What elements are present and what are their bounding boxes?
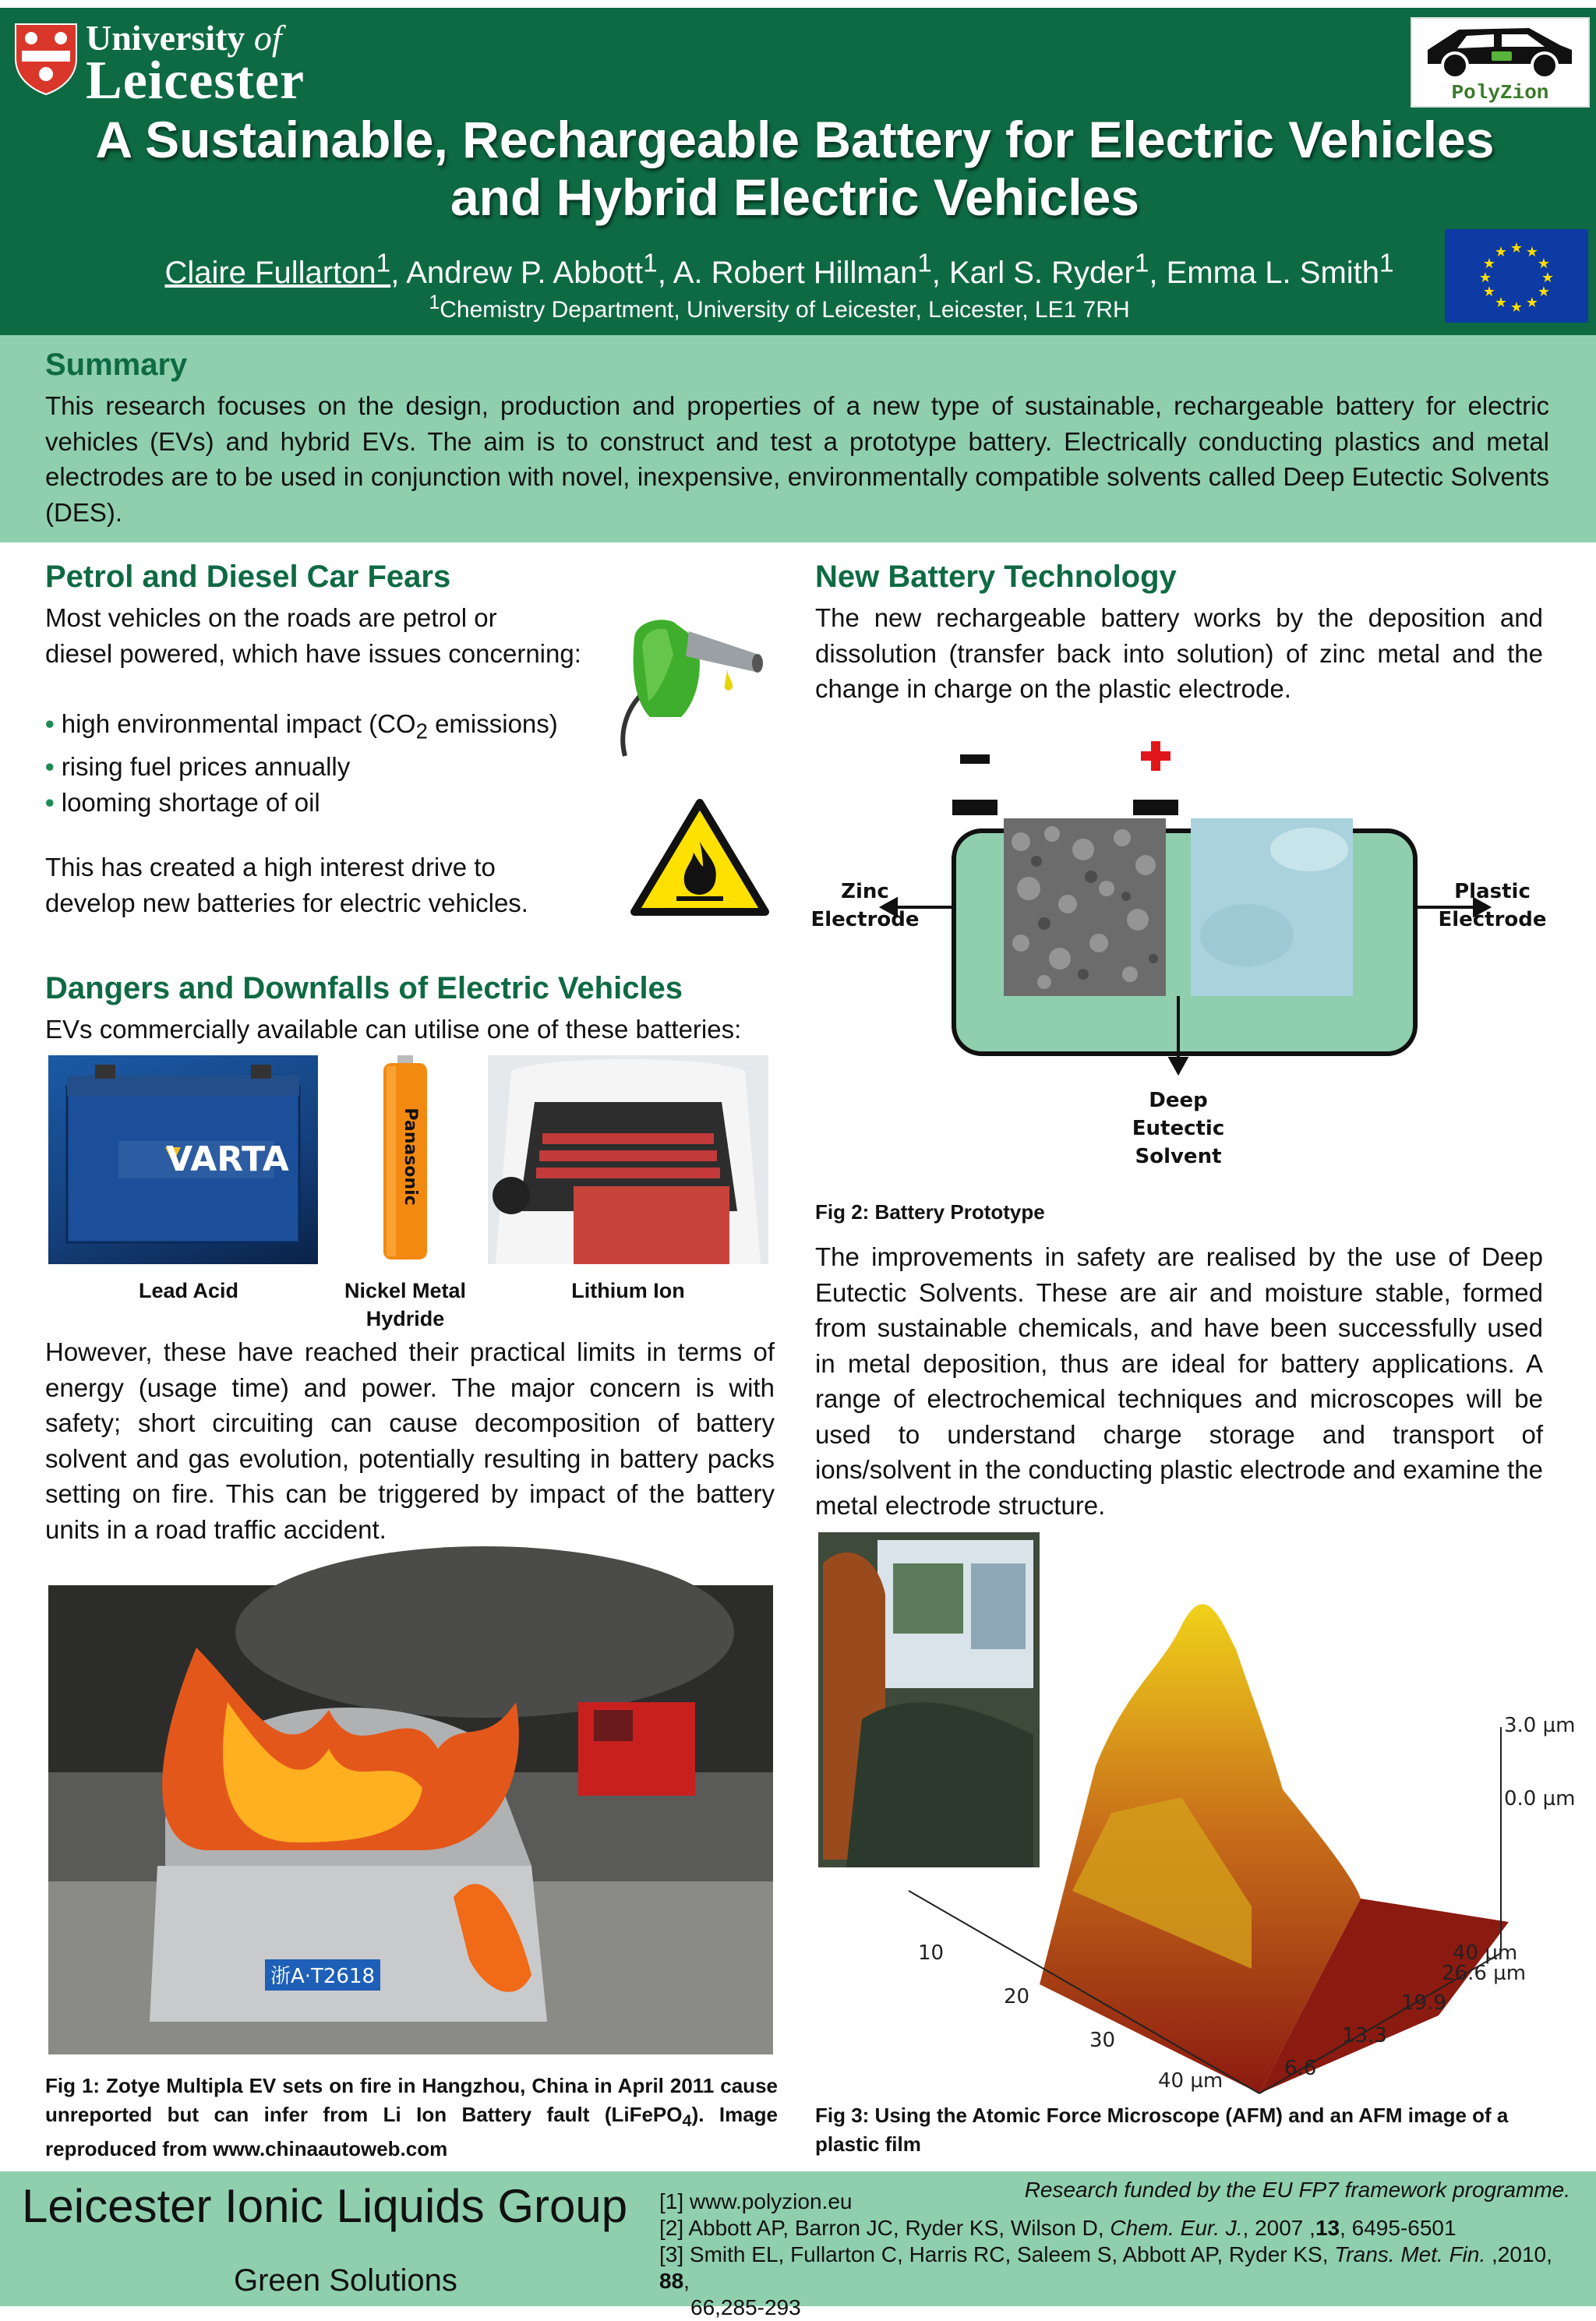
affiliation: $^1$Chemistry Department, University of Leicester, Leicester, LE1 7RH [429,291,1130,323]
panasonic-brand: Panasonic [401,1108,420,1206]
petrol-issue-list [45,706,622,820]
label-eutectic: Eutectic [1132,1117,1225,1140]
afm-figure [815,1532,1576,2093]
svg-text:★: ★ [1478,270,1492,286]
flammable-warning-icon [631,798,768,917]
svg-text:★: ★ [1541,270,1555,286]
label-plastic: Plastic [1454,880,1531,903]
dangers-intro: EVs commercially available can utilise one of these batteries: [45,1015,742,1044]
caption-lead-acid: Lead Acid [138,1279,239,1302]
label-zinc-electrode: Electrode [810,908,920,931]
afm-y-label: 6.6 [1284,2057,1317,2080]
author: A. Robert Hillman$^1$ [673,249,932,291]
svg-text:★: ★ [1482,256,1496,272]
afm-y-label: 13.3 [1342,2024,1387,2047]
svg-text:★: ★ [1494,244,1508,260]
summary-text: This research focuses on the design, production and properties of a new type of sustainable, rechargeable battery for electric vehicles (EVs) and hybrid EVs. The aim is to construct and test a prototype battery. Electrically conducting plastics and metal electrodes are to be used in conjunction with novel, inexpensive, environmentally compatible solvents called Deep Eutectic Solvents (DES). [45,391,1549,527]
label-plastic-electrode: Electrode [1438,908,1547,931]
fig2-caption: Fig 2: Battery Prototype [815,1200,1045,1224]
dangers-heading: Dangers and Downfalls of Electric Vehicles [45,971,683,1005]
group-tagline: Green Solutions [234,2263,457,2298]
label-deep: Deep [1149,1089,1208,1112]
improvements-text: The improvements in safety are realised by the use of Deep Eutectic Solvents. These are air and moisture stable, formed from sustainable chemicals, and have been successfully used in metal deposition, thus are ideal for battery applications. A range of electrochemical techniques and microscopes will be used to understand charge storage and transport of ions/solvent in the conducting plastic electrode and examine the metal electrode structure. [815,1242,1543,1520]
caption-nimh: Nickel Metal Hydride [344,1279,467,1330]
reference-item: [1] www.polyzion.eu [659,2189,853,2213]
plus-sign-icon [1141,741,1171,771]
author: Andrew P. Abbott$^1$ [406,249,658,291]
positive-terminal [1133,800,1178,815]
solvent-arrow-icon [1171,1058,1186,1072]
afm-y-label: 26.6 µm [1442,1962,1527,1985]
svg-text:★: ★ [1482,284,1496,300]
svg-text:★: ★ [1525,244,1539,260]
author-presenting: Claire Fullarton$^1$ [164,249,391,291]
university-logo [14,17,326,111]
minus-sign-icon [960,754,990,764]
reference-item: [3] Smith EL, Fullarton C, Harris RC, Saleem S, Abbott AP, Ryder KS, Trans. Met. Fin. ,2010, 88, 66,285-293 [659,2242,1552,2319]
author-list: Claire Fullarton$^1$, Andrew P. Abbott$^1$, A. Robert Hillman$^1$, Karl S. Ryder$^1$, Emma L. Smith$^1$ [164,249,1394,291]
petrol-heading: Petrol and Diesel Car Fears [45,560,451,594]
funding-note: Research funded by the EU FP7 framework programme. [1024,2178,1570,2202]
label-zinc: Zinc [841,880,889,903]
caption-lithium-ion: Lithium Ion [571,1279,685,1302]
battery-prototype-diagram [810,733,1559,1185]
petrol-conclusion: This has created a high interest drive to develop new batteries for electric vehicles. [45,853,528,917]
summary-heading: Summary [45,348,188,382]
reference-item: [2] Abbott AP, Barron JC, Ryder KS, Wilson D, Chem. Eur. J., 2007 ,13, 6495-6501 [659,2216,1457,2240]
car-icon [1412,19,1585,81]
burning-car-image [48,1585,773,2054]
list-item: • high environmental impact ($CO_2$ emissions) [45,709,558,744]
petrol-intro: Most vehicles on the roads are petrol or diesel powered, which have issues concerning: [45,603,581,668]
shield-icon [14,21,78,96]
dangers-body: However, these have reached their practical limits in terms of energy (usage time) and power. The major concern is with safety; short circuiting can cause decomposition of battery solvent and gas evolution, potentially resulting in battery packs setting on fire. This can be triggered by impact of the battery units in a road traffic accident. [45,1337,775,1544]
afm-y-label: 40 µm [1453,1941,1518,1965]
varta-brand: VARTA [166,1139,289,1179]
new-battery-text: The new rechargeable battery works by the deposition and dissolution (transfer back into solution) of zinc metal and the change in charge on the plastic electrode. [815,603,1543,703]
author: Karl S. Ryder$^1$ [948,249,1149,291]
nimh-battery-image [379,1055,432,1264]
fig3-caption: Fig 3: Using the Atomic Force Microscope (AFM) and an AFM image of a plastic film [815,2104,1509,2156]
afm-y-label: 19.9 [1401,1991,1446,2015]
university-name-small: University of [86,18,282,58]
reference-list [659,2189,1579,2321]
polyzion-logo-text: PolyZion [1451,81,1549,104]
license-plate: 浙A·T2618 [270,1965,376,1988]
svg-text:★: ★ [1509,299,1524,316]
afm-photo [818,1532,1040,1867]
list-item: • looming shortage of oil [45,787,320,817]
plastic-electrode-image [1191,818,1353,996]
zinc-electrode-image [1004,818,1166,996]
afm-x-label: 30 [1089,2029,1116,2052]
fuel-nozzle-icon [611,608,775,764]
eu-flag-icon [1445,229,1588,323]
title-line-1: A Sustainable, Rechargeable Battery for Electric Vehicles [95,111,1495,168]
lithium-ion-pack-image [488,1055,768,1264]
negative-terminal [952,800,998,815]
svg-text:★: ★ [1537,256,1551,272]
author: Emma L. Smith$^1$ [1166,249,1394,291]
list-item: • rising fuel prices annually [45,752,351,782]
svg-text:★: ★ [1509,240,1524,256]
label-solvent: Solvent [1135,1145,1222,1168]
afm-x-label: 40 µm [1158,2069,1223,2093]
title-line-2: and Hybrid Electric Vehicles [450,168,1140,226]
afm-z-mid-label: 0.0 µm [1504,1787,1576,1811]
group-name: Leicester Ionic Liquids Group [22,2180,628,2232]
fig1-caption: Fig 1: Zotye Multipla EV sets on fire in Hangzhou, China in April 2011 cause unreported but can infer from Li Ion Battery fault (LiFePO$_4$). Image reproduced from www.chinaautoweb.com [45,2074,778,2161]
new-battery-heading: New Battery Technology [815,560,1177,594]
university-name-big: Leicester [86,51,305,111]
polyzion-logo [1411,17,1590,108]
svg-text:★: ★ [1494,295,1508,311]
lead-acid-battery-image [48,1055,318,1264]
afm-z-top-label: 3.0 µm [1504,1714,1576,1737]
afm-x-label: 20 [1004,1985,1030,2008]
svg-text:★: ★ [1537,284,1551,300]
afm-x-label: 10 [918,1941,945,1965]
svg-text:★: ★ [1525,295,1539,311]
poster-title [31,111,1559,226]
